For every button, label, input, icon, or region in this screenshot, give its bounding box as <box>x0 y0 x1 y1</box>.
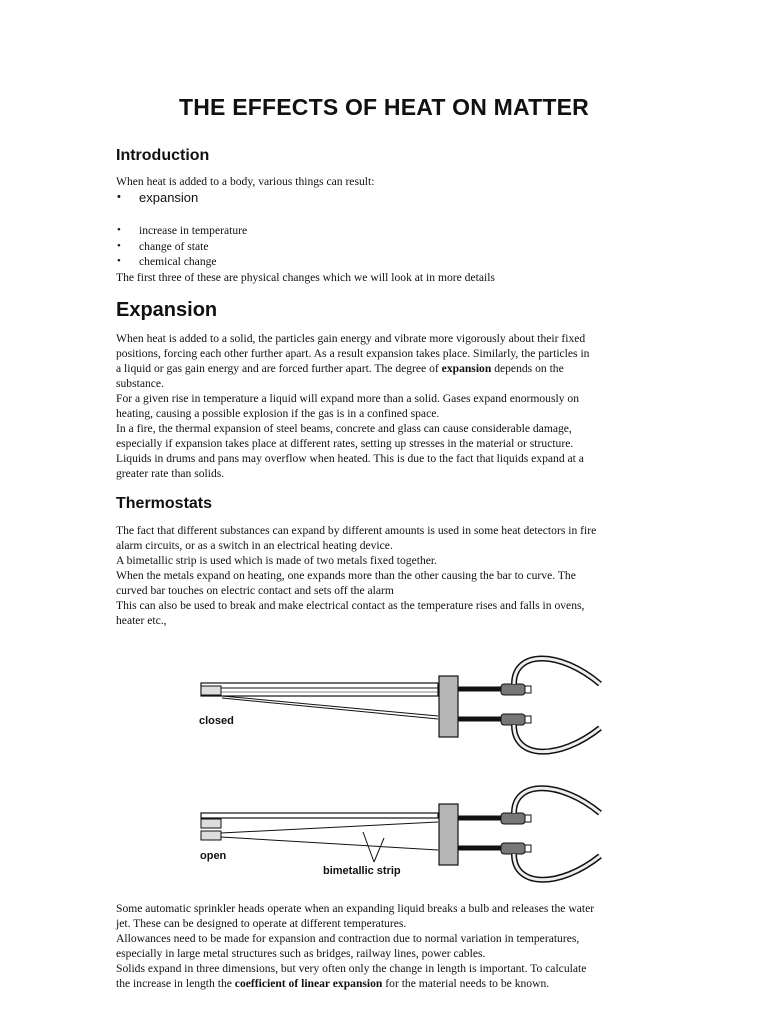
text-line: especially in large metal structures such as bridges, railway lines, power cables. <box>116 947 486 960</box>
list-item: • increase in temperature <box>116 223 247 239</box>
text-fragment: the increase in length the <box>116 977 235 990</box>
text-line: For a given rise in temperature a liquid will expand more than a solid. Gases expand enormously on <box>116 392 579 405</box>
intro-closing <box>116 270 656 285</box>
text-line: This can also be used to break and make electrical contact as the temperature rises and falls in ovens, <box>116 599 585 612</box>
label-bimetallic-strip: bimetallic strip <box>323 865 401 877</box>
text-line: positions, forcing each other further apart. As a result expansion takes place. Similarly, the particles in <box>116 347 590 360</box>
closed-switch-figure <box>199 659 600 752</box>
page-title: THE EFFECTS OF HEAT ON MATTER <box>179 94 589 120</box>
label-closed: closed <box>199 715 234 727</box>
text-line <box>116 976 656 991</box>
open-switch-figure <box>200 788 600 880</box>
expansion-body <box>116 331 656 481</box>
text-line: Allowances need to be made for expansion and contraction due to normal variation in temperatures, <box>116 932 580 945</box>
text-line: alarm circuits, or as a switch in an electrical heating device. <box>116 539 393 552</box>
text-line: Liquids in drums and pans may overflow when heated. This is due to the fact that liquids expand at a <box>116 452 584 465</box>
intro-first-list <box>116 190 198 206</box>
expansion-heading: Expansion <box>116 299 218 321</box>
label-open: open <box>200 850 227 862</box>
text-fragment: depends on the <box>491 362 564 375</box>
text-fragment: for the material needs to be known. <box>382 977 550 990</box>
introduction-heading: Introduction <box>116 147 210 164</box>
list-item-expansion: • expansion <box>116 190 198 206</box>
intro-list <box>116 223 247 270</box>
text-line: A bimetallic strip is used which is made of two metals fixed together. <box>116 554 438 567</box>
bold-term-expansion: expansion <box>441 362 492 375</box>
bimetallic-strip-diagram <box>0 640 768 890</box>
intro-closing-text: The first three of these are physical changes which we will look at in more details <box>116 271 495 284</box>
thermostats-body <box>116 523 656 628</box>
text-line <box>116 361 656 376</box>
list-item: • chemical change <box>116 254 247 270</box>
text-line: greater rate than solids. <box>116 467 225 480</box>
intro-lead-text: When heat is added to a body, various things can result: <box>116 175 375 188</box>
text-line: heating, causing a possible explosion if the gas is in a confined space. <box>116 407 440 420</box>
text-line: Solids expand in three dimensions, but very often only the change in length is important. To calculate <box>116 962 587 975</box>
intro-lead <box>116 174 656 189</box>
thermostats-heading: Thermostats <box>116 495 213 512</box>
text-line: heater etc., <box>116 614 167 627</box>
bold-term-coefficient: coefficient of linear expansion <box>234 977 383 990</box>
text-line: The fact that different substances can expand by different amounts is used in some heat detectors in fire <box>116 524 597 537</box>
text-line: especially if expansion takes place at different rates, setting up stresses in the material or structure. <box>116 437 574 450</box>
text-line: When heat is added to a solid, the particles gain energy and vibrate more vigorously about their fixed <box>116 332 586 345</box>
text-line: curved bar touches on electric contact and sets off the alarm <box>116 584 394 597</box>
closing-body <box>116 901 656 991</box>
text-line: Some automatic sprinkler heads operate when an expanding liquid breaks a bulb and releases the water <box>116 902 595 915</box>
text-fragment: a liquid or gas gain energy and are forced further apart. The degree of <box>116 362 442 375</box>
text-line: substance. <box>116 377 164 390</box>
text-line: In a fire, the thermal expansion of steel beams, concrete and glass can cause considerable damage, <box>116 422 572 435</box>
list-item: • change of state <box>116 239 247 255</box>
text-line: When the metals expand on heating, one expands more than the other causing the bar to curve. The <box>116 569 576 582</box>
text-line: jet. These can be designed to operate at different temperatures. <box>116 917 407 930</box>
